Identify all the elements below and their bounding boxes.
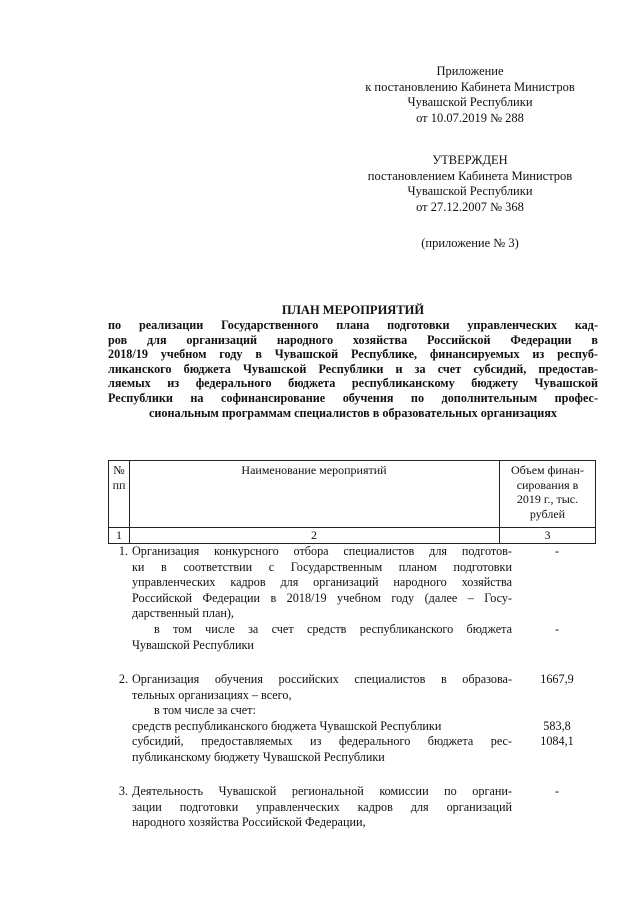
row-line: управленческих кадров для организаций народного хозяйства (132, 575, 512, 590)
row-value: - (554, 621, 560, 636)
row-number: 1. (118, 544, 128, 558)
approved-line: постановлением Кабинета Министров (367, 168, 573, 183)
document-title: ПЛАН МЕРОПРИЯТИЙ (281, 303, 425, 317)
row-line: Организация конкурсного отбора специалистов для подготов- (132, 544, 512, 558)
row-line: публиканскому бюджету Чувашской Республики (132, 749, 385, 764)
row-line: народного хозяйства Российской Федерации, (132, 815, 366, 830)
approved-block (330, 153, 610, 215)
subtitle-line: ров для организаций народного хозяйства Российской Федерации в (108, 332, 598, 347)
header-text: Объем финан- (511, 463, 584, 477)
header-number (108, 461, 130, 527)
table-header (108, 460, 596, 528)
row-text (132, 544, 512, 653)
appendix-line: Приложение (436, 64, 504, 78)
column-number: 1 (108, 528, 130, 543)
subtitle-line: 2018/19 учебном году в Чувашской Республике, финансируемых из респуб- (108, 347, 598, 362)
subtitle-line: сиональным программам специалистов в образовательных организациях (148, 405, 558, 420)
row-line: Российской Федерации в 2018/19 учебном году (далее – Госу- (132, 590, 512, 605)
row-number: 2. (118, 672, 128, 686)
approved-line: от 27.12.2007 № 368 (416, 199, 524, 214)
column-number: 2 (129, 528, 500, 543)
header-text: пп (112, 477, 126, 492)
row-value: - (554, 544, 560, 558)
row-value: 1667,9 (540, 672, 574, 686)
column-numbers-row (108, 528, 596, 544)
header-text: сирования в (516, 477, 579, 492)
row-line: тельных организациях – всего, (132, 687, 292, 702)
subtitle-line: ляемых из федерального бюджета республиканскому бюджету Чувашской (108, 376, 598, 391)
row-line: в том числе за счет: (154, 703, 256, 718)
subtitle-line: по реализации Государственного плана подготовки управленческих кад- (108, 318, 598, 332)
row-value (518, 688, 596, 704)
row-value: 583,8 (543, 718, 571, 733)
appendix-line: от 10.07.2019 № 288 (416, 110, 524, 125)
appendix-block (330, 64, 610, 126)
subtitle-line: Республики на софинансирование обучения по дополнительным профес- (108, 390, 598, 405)
row-line: ки в соответствии с Государственным планом подготовки (132, 559, 512, 574)
row-values (518, 784, 596, 800)
row-line: средств республиканского бюджета Чувашской Республики (132, 718, 442, 733)
header-amount (500, 461, 596, 527)
row-values (518, 672, 596, 750)
appendix-line: к постановлению Кабинета Министров (365, 79, 575, 94)
row-text (132, 784, 512, 831)
appendix-number: (приложение № 3) (421, 236, 519, 250)
row-value (518, 591, 596, 607)
row-line: Чувашской Республики (132, 637, 254, 652)
row-value: - (554, 784, 560, 798)
approved-line: УТВЕРЖДЕН (432, 153, 508, 167)
column-number: 3 (500, 528, 596, 543)
plan-table (108, 460, 596, 544)
row-value (518, 560, 596, 576)
subtitle-line: ликанского бюджета Чувашской Республики и за счет субсидий, предостав- (108, 361, 598, 376)
row-line: Организация обучения российских специалистов в образова- (132, 672, 512, 686)
row-line: дарственный план), (132, 606, 234, 621)
row-text (132, 672, 512, 766)
row-value (518, 606, 596, 622)
row-line: в том числе за счет средств республиканского бюджета (154, 621, 512, 636)
row-value (518, 703, 596, 719)
header-text: 2019 г., тыс. (516, 492, 579, 506)
row-line: субсидий, предоставляемых из федерального бюджета рес- (132, 734, 512, 749)
row-number: 3. (118, 784, 128, 798)
appendix-line: Чувашской Республики (407, 95, 533, 109)
document-subtitle (108, 318, 598, 420)
header-text: № (113, 463, 125, 477)
row-value (518, 575, 596, 591)
row-line: Деятельность Чувашской региональной комиссии по органи- (132, 784, 512, 798)
row-value: 1084,1 (540, 734, 574, 749)
header-name: Наименование мероприятий (129, 461, 500, 527)
approved-line: Чувашской Республики (407, 184, 533, 198)
row-line: зации подготовки управленческих кадров для организаций (132, 799, 512, 814)
header-text: рублей (529, 506, 566, 521)
row-values (518, 544, 596, 638)
